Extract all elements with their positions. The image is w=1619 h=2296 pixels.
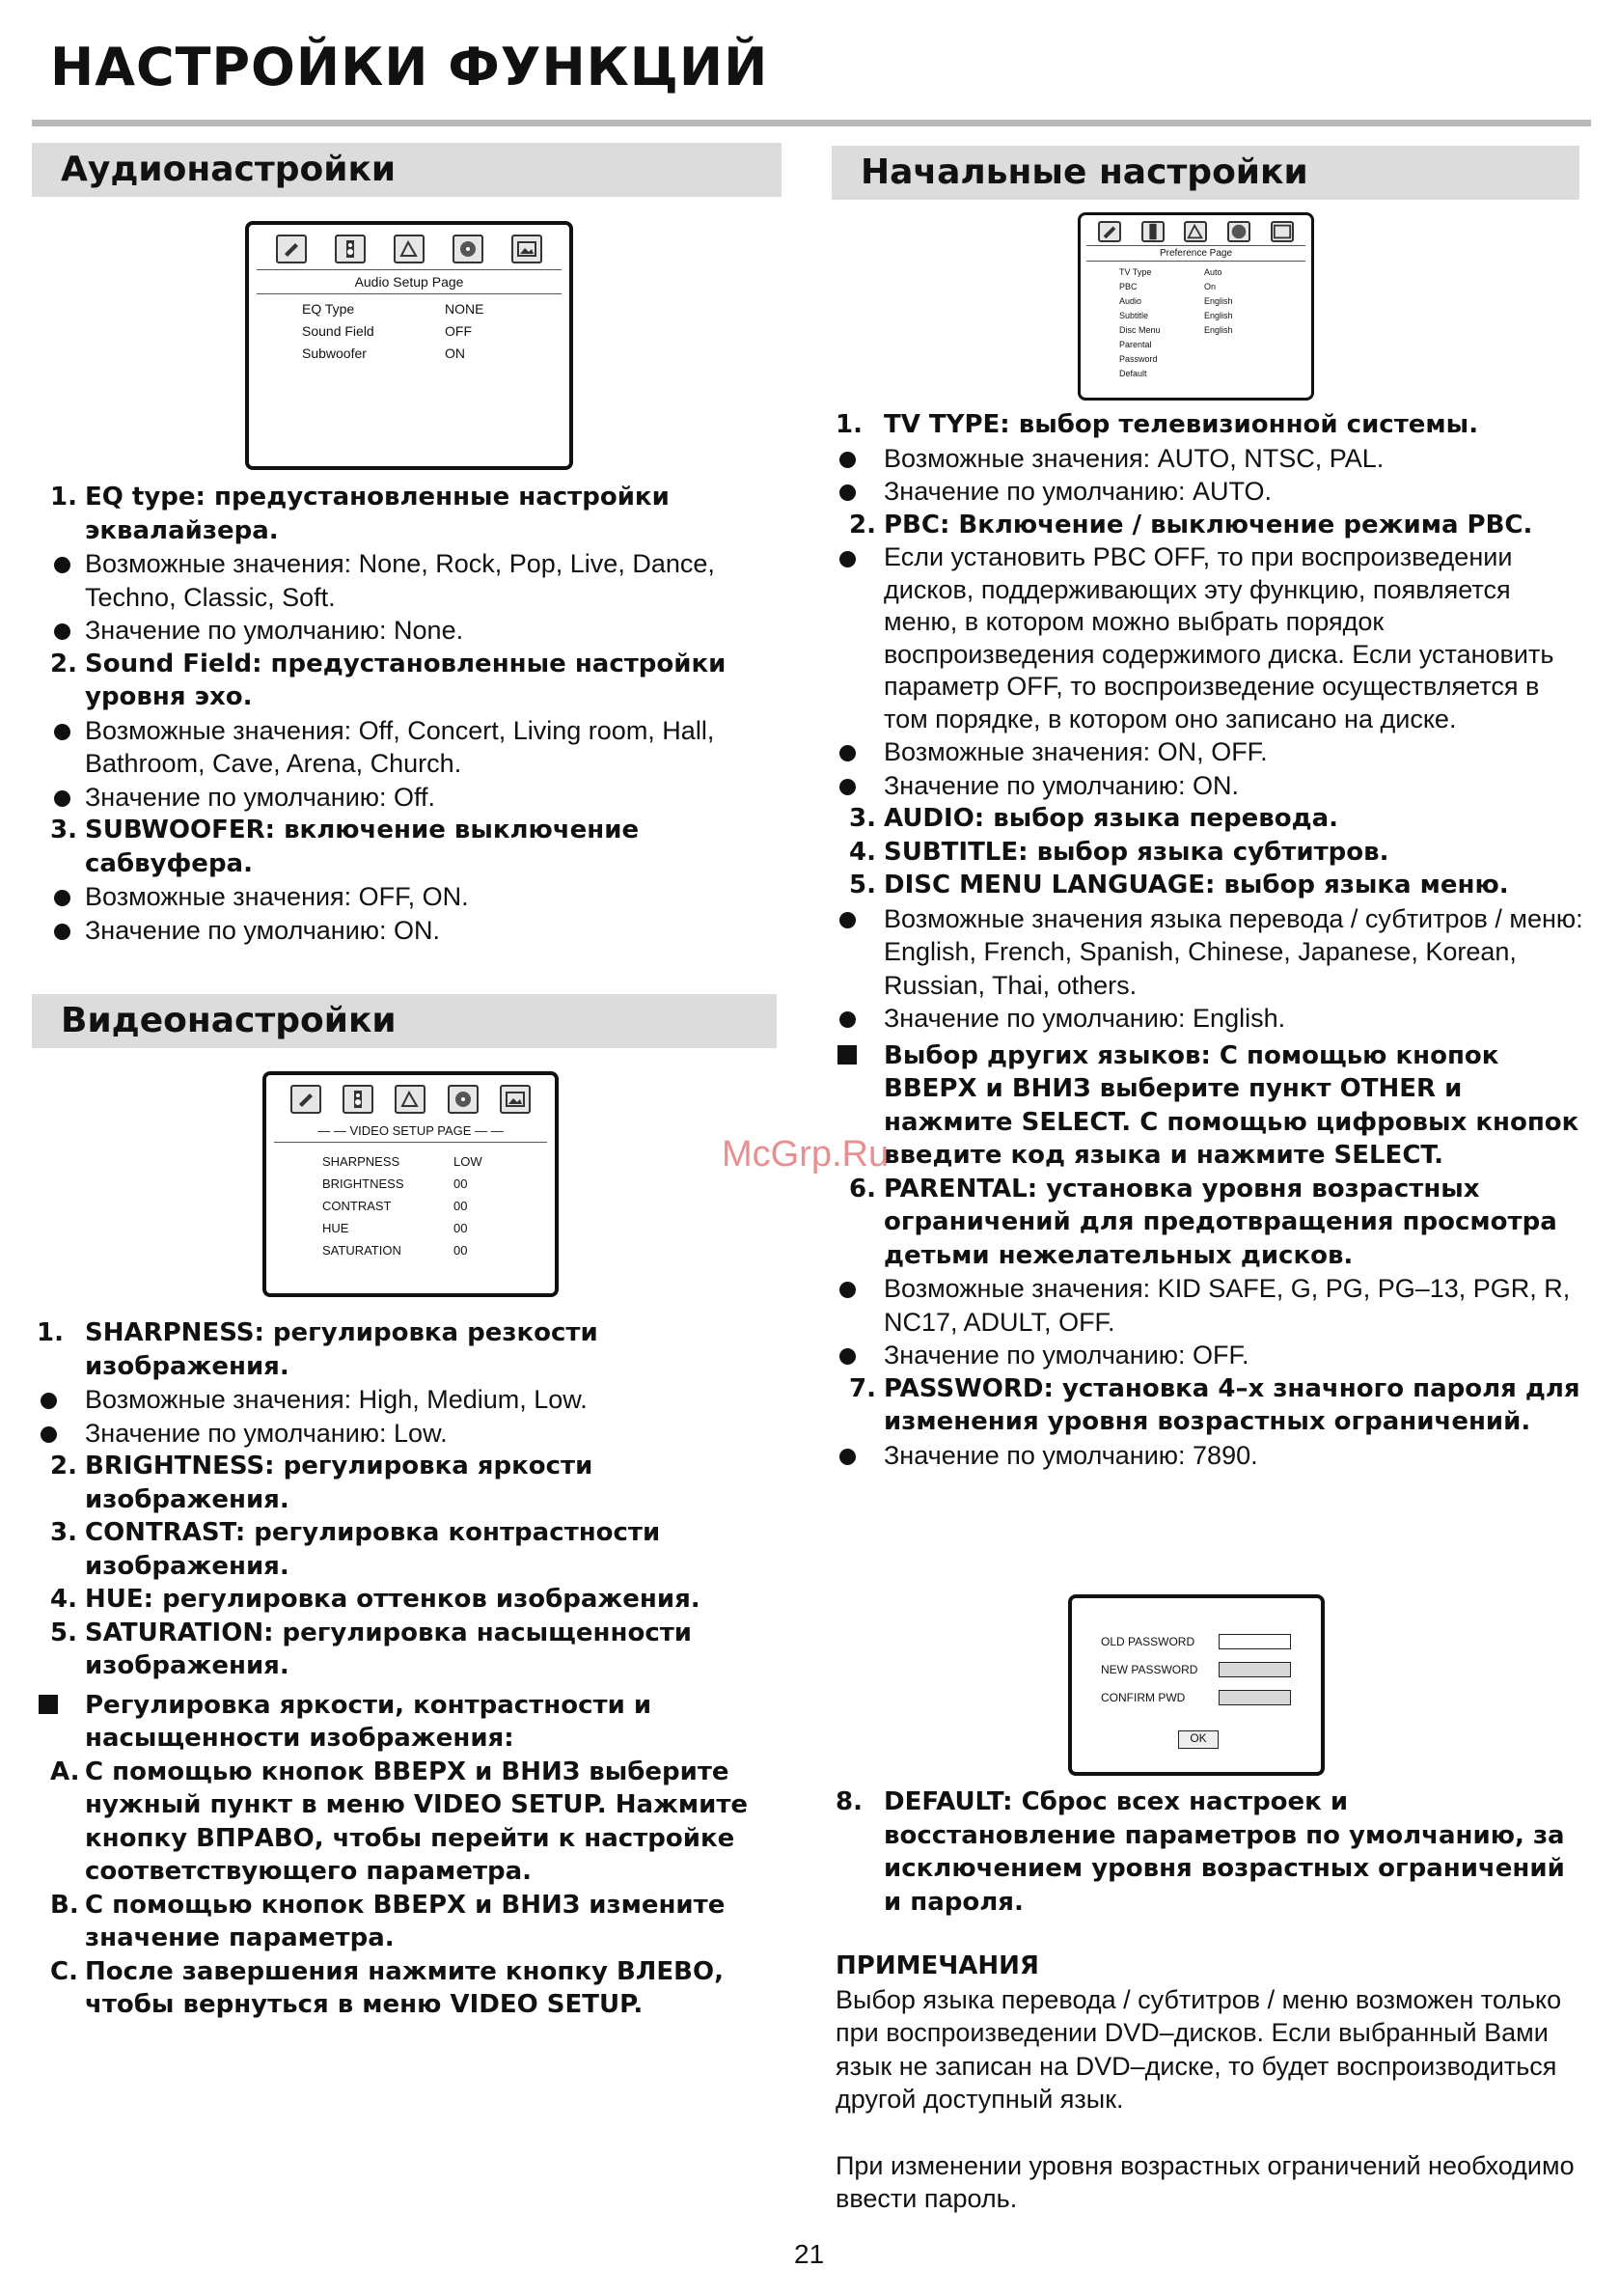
list-item: 3. CONTRAST: регулировка контрастности изображения. [50,1518,661,1581]
list-item: 8. DEFAULT: Сброс всех настроек и восстановление параметров по умолчанию, за исключением уровня возрастных ограничений и пароля. [836,1787,1565,1917]
list-item: Регулировка яркости, контрастности и насыщенности изображения: [37,1689,789,1756]
screen-row: CONTRAST 00 [322,1199,468,1213]
list-item: 4. SUBTITLE: выбор языка субтитров. [849,837,1389,867]
screen-icon-bar [266,1075,555,1120]
page-number: 21 [794,2239,825,2269]
audio-icon [1184,221,1207,242]
screen-row: Subwoofer ON [302,346,465,361]
notes-title: ПРИМЕЧАНИЯ [836,1951,1039,1980]
disc-icon [1227,221,1250,242]
video-section-heading: Видеонастройки [32,994,777,1048]
notes [836,1950,1598,2216]
screen-row: Audio English [1119,296,1233,306]
list-item: Возможные значения языка перевода / субтитров / меню: English, French, Spanish, Chinese, Japanese, Korean, Russian, Thai, others. [836,902,1588,1003]
screen-row: TV Type Auto [1119,267,1222,277]
screen-row: Sound Field OFF [302,323,472,339]
new-password-input[interactable] [1219,1662,1291,1677]
screen-row: Default [1119,369,1147,378]
screen-row: HUE 00 [322,1221,468,1235]
list-item: 7. PASSWORD: установка 4–х значного пароля для изменения уровня возрастных ограничений. [849,1373,1580,1436]
list-item: Выбор других языков: С помощью кнопок ВВЕРХ и ВНИЗ выберите пункт OTHER и нажмите SELECT. С помощью цифровых кнопок введите код языка и нажмите SELECT. [836,1039,1588,1173]
list-item: 3. AUDIO: выбор языка перевода. [849,804,1339,833]
audio-icon [395,1085,425,1114]
list-item: Значение по умолчанию: Low. [37,1417,789,1451]
confirm-password-input[interactable] [1219,1690,1291,1705]
list-item: 2. Sound Field: предустановленные настройки уровня эхо. [50,649,727,711]
old-password-row [1101,1627,1321,1655]
screen-settings-list [1081,262,1311,381]
list-item: 1. EQ type: предустановленные настройки эквалайзера. [50,483,670,545]
speaker-icon [343,1085,373,1114]
list-item: B. С помощью кнопок ВВЕРХ и ВНИЗ измените значение параметра. [50,1890,726,1952]
list-item: 4. HUE: регулировка оттенков изображения. [50,1585,700,1614]
page-title: НАСТРОЙКИ ФУНКЦИЙ [50,37,769,97]
list-item: Если установить PBC OFF, то при воспроизведении дисков, поддерживающих эту функцию, появляется меню, в котором можно выбрать порядок воспроизведения содержимого диска. Если установить параметр OFF, то воспроизведение осуществляется в том порядке, в котором оно записано на диске. [836,541,1588,735]
watermark: McGrp.Ru [722,1134,890,1175]
list-item: Значение по умолчанию: Off. [50,781,783,815]
disc-icon [448,1085,479,1114]
list-item: Значение по умолчанию: 7890. [836,1439,1588,1473]
list-item: A. С помощью кнопок ВВЕРХ и ВНИЗ выберите нужный пункт в меню VIDEO SETUP. Нажмите кнопку ВПРАВО, чтобы перейти к настройке соответствующего параметра. [50,1757,749,1886]
settings-icon [276,235,307,263]
screen-title: — — VIDEO SETUP PAGE — — [274,1120,547,1143]
list-item: Значение по умолчанию: ON. [50,914,783,948]
list-item: Значение по умолчанию: English. [836,1002,1588,1036]
screen-row: Subtitle English [1119,311,1233,320]
preferences-section-heading: Начальные настройки [832,146,1579,200]
list-item: 1. SHARPNESS: регулировка резкости изображения. [37,1318,598,1381]
old-password-label: OLD PASSWORD [1101,1634,1195,1648]
video-setup-screen [262,1071,559,1297]
preferences-text [836,408,1588,1472]
screen-settings-list [249,294,569,365]
list-item: 5. DISC MENU LANGUAGE: выбор языка меню. [849,871,1509,899]
list-item: C. После завершения нажмите кнопку ВЛЕВО, чтобы вернуться в меню VIDEO SETUP. [50,1956,724,2019]
new-password-label: NEW PASSWORD [1101,1662,1198,1676]
default-text [836,1785,1588,1919]
list-item: Возможные значения: KID SAFE, G, PG, PG–13, PGR, R, NC17, ADULT, OFF. [836,1272,1588,1339]
settings-icon [1098,221,1121,242]
old-password-input[interactable] [1219,1634,1291,1649]
video-text [37,1316,789,2022]
speaker-icon [1141,221,1165,242]
list-item: Возможные значения: Off, Concert, Living room, Hall, Bathroom, Cave, Arena, Church. [50,714,783,781]
screen-icon-bar [1081,215,1311,245]
list-item: Значение по умолчанию: AUTO. [836,475,1588,509]
screen-row: Password [1119,354,1158,364]
list-item: Возможные значения: ON, OFF. [836,735,1588,769]
list-item: Возможные значения: None, Rock, Pop, Live, Dance, Techno, Classic, Soft. [50,547,783,614]
settings-icon [290,1085,321,1114]
password-form [1072,1598,1321,1711]
list-item: 2. PBC: Включение / выключение режима PBC. [849,510,1533,539]
list-item: Возможные значения: High, Medium, Low. [37,1383,789,1417]
screen-row: PBC On [1119,282,1217,291]
screen-title: Audio Setup Page [257,269,562,294]
password-screen [1068,1594,1325,1776]
audio-text [50,481,783,947]
list-item: 1. TV TYPE: выбор телевизионной системы. [836,410,1479,439]
screen-icon-bar [249,225,569,269]
list-item: Значение по умолчанию: ON. [836,769,1588,803]
preference-setup-screen [1078,212,1314,401]
list-item: 6. PARENTAL: установка уровня возрастных ограничений для предотвращения просмотра детьми нежелательных дисков. [849,1174,1557,1270]
ok-button[interactable]: OK [1178,1730,1219,1749]
screen-row: Disc Menu English [1119,325,1233,335]
screen-row: SHARPNESS LOW [322,1154,482,1169]
screen-row: Parental [1119,340,1152,349]
picture-icon [1271,221,1294,242]
audio-setup-screen [245,221,573,470]
list-item: 3. SUBWOOFER: включение выключение сабвуфера. [50,816,640,878]
note-paragraph: При изменении уровня возрастных ограничений необходимо ввести пароль. [836,2150,1575,2213]
list-item: Возможные значения: AUTO, NTSC, PAL. [836,442,1588,476]
speaker-icon [335,235,366,263]
audio-icon [394,235,425,263]
picture-icon [500,1085,531,1114]
picture-icon [511,235,542,263]
screen-row: EQ Type NONE [302,301,484,317]
title-divider [32,120,1591,126]
confirm-password-row [1101,1683,1321,1711]
screen-row: SATURATION 00 [322,1243,468,1258]
screen-title: Preference Page [1086,245,1305,262]
new-password-row [1101,1655,1321,1683]
note-paragraph: Выбор языка перевода / субтитров / меню возможен только при воспроизведении DVD–дисков. Если выбранный Вами язык не записан на DVD–диске, то будет воспроизводиться другой доступный язык. [836,1984,1562,2114]
disc-icon [453,235,483,263]
list-item: Значение по умолчанию: None. [50,614,783,648]
confirm-password-label: CONFIRM PWD [1101,1690,1186,1704]
list-item: 5. SATURATION: регулировка насыщенности изображения. [50,1618,693,1680]
screen-row: BRIGHTNESS 00 [322,1176,468,1191]
list-item: Значение по умолчанию: OFF. [836,1339,1588,1372]
list-item: 2. BRIGHTNESS: регулировка яркости изображения. [50,1452,593,1514]
audio-section-heading: Аудионастройки [32,143,782,197]
screen-settings-list [266,1143,555,1261]
list-item: Возможные значения: OFF, ON. [50,880,783,914]
